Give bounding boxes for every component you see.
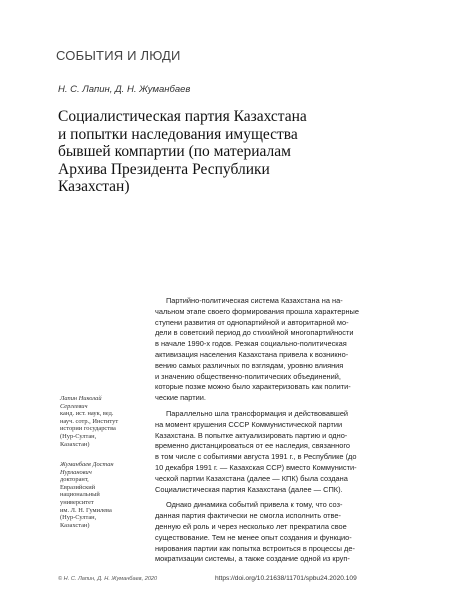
author-affiliation: докторант,: [60, 476, 89, 484]
author-affiliation: национальный: [60, 491, 100, 499]
article-title: [58, 108, 388, 196]
author-name: Жуманбаев Достан: [60, 461, 114, 468]
body-line: в начале 1990-х годов. Резкая социально-политическая: [155, 339, 347, 349]
body-line: в том числе с событиями августа 1991 г., в Республике (до: [155, 452, 357, 462]
body-line: Партийно-политическая система Казахстана на на-: [166, 296, 343, 305]
body-line: ческие партии.: [155, 393, 206, 403]
author-affiliation: университет: [60, 498, 94, 506]
author-affiliation: истории государства: [60, 425, 116, 433]
article-authors: Н. С. Лапин, Д. Н. Жуманбаев: [58, 84, 191, 95]
doi-link[interactable]: https://doi.org/10.21638/11701/spbu24.2020.109: [215, 575, 357, 582]
author-affiliation: (Нур-Султан,: [60, 432, 97, 440]
body-line: активизация населения Казахстана привела к возникно-: [155, 349, 349, 359]
body-line: Социалистическая партия Казахстана (далее — СПК).: [155, 484, 343, 494]
title-line: и попытки наследования имущества: [58, 125, 298, 143]
body-line: дели в советский период до стихийной многопартийности: [155, 328, 354, 338]
title-line: Социалистическая партия Казахстана: [58, 108, 307, 125]
body-line: данная партия фактически не смогла исполнить отве-: [155, 511, 341, 521]
body-line: 10 декабря 1991 г. — Казахская ССР) вместо Коммунисти-: [155, 462, 357, 472]
body-line: мократизации системы, а также создание одной из круп-: [155, 554, 350, 564]
body-line: вению самых различных по взглядам, уровню влияния: [155, 360, 344, 370]
body-line: и значению общественно-политических объединений,: [155, 371, 341, 381]
body-line: нирования партии как попытка встроиться в процессы де-: [155, 543, 355, 553]
author-info-lapin: [60, 395, 140, 448]
title-line: Казахстан): [58, 178, 130, 195]
article-body: [155, 296, 373, 565]
body-line: Однако динамика событий привела к тому, что соз-: [166, 500, 343, 510]
paragraph-3: [155, 500, 373, 565]
author-affiliation: Казахстан): [60, 440, 90, 448]
title-line: Архива Президента Республики: [58, 160, 270, 178]
paragraph-2: [155, 409, 373, 495]
body-line: денную ей роль и через несколько лет прекратила свое: [155, 521, 347, 531]
body-line: Параллельно шла трансформация и действовавшей: [166, 408, 349, 418]
author-affiliation: Евразийский: [60, 483, 96, 491]
author-affiliation: (Нур-Султан,: [60, 514, 97, 522]
author-affiliation: им. Л. Н. Гумилева: [60, 506, 112, 514]
body-line: которые позже можно было характеризовать как полити-: [155, 382, 351, 392]
author-name: Нурланович: [60, 468, 92, 476]
body-line: существование. Тем не менее опыт создания и функцио-: [155, 532, 352, 542]
section-header: СОБЫТИЯ И ЛЮДИ: [56, 48, 181, 63]
author-name: Лапин Николай: [60, 395, 102, 402]
author-affiliation: канд. ист. наук, вед.: [60, 410, 114, 418]
copyright-notice: © Н. С. Лапин, Д. Н. Жуманбаев, 2020: [58, 576, 158, 582]
author-name: Сергеевич: [60, 402, 88, 410]
author-info-zhumanbaev: [60, 461, 140, 529]
author-affiliation: Казахстан): [60, 521, 90, 529]
body-line: на момент крушения СССР Коммунистической партии: [155, 419, 343, 429]
body-line: ческой партии Казахстана (далее — КПК) была создана: [155, 473, 348, 483]
body-line: ступени развития от однопартийной и авторитарной мо-: [155, 317, 349, 327]
title-line: бывшей компартии (по материалам: [58, 143, 291, 160]
body-line: временно дистанцироваться от ее наследия, связанного: [155, 441, 350, 451]
paragraph-1: [155, 296, 373, 404]
body-line: Казахстана. В попытке актуализировать партию и одно-: [155, 430, 348, 440]
body-line: чальном этапе своего формирования прошла характерные: [155, 306, 359, 316]
author-affiliation: науч. сотр., Институт: [60, 417, 119, 425]
